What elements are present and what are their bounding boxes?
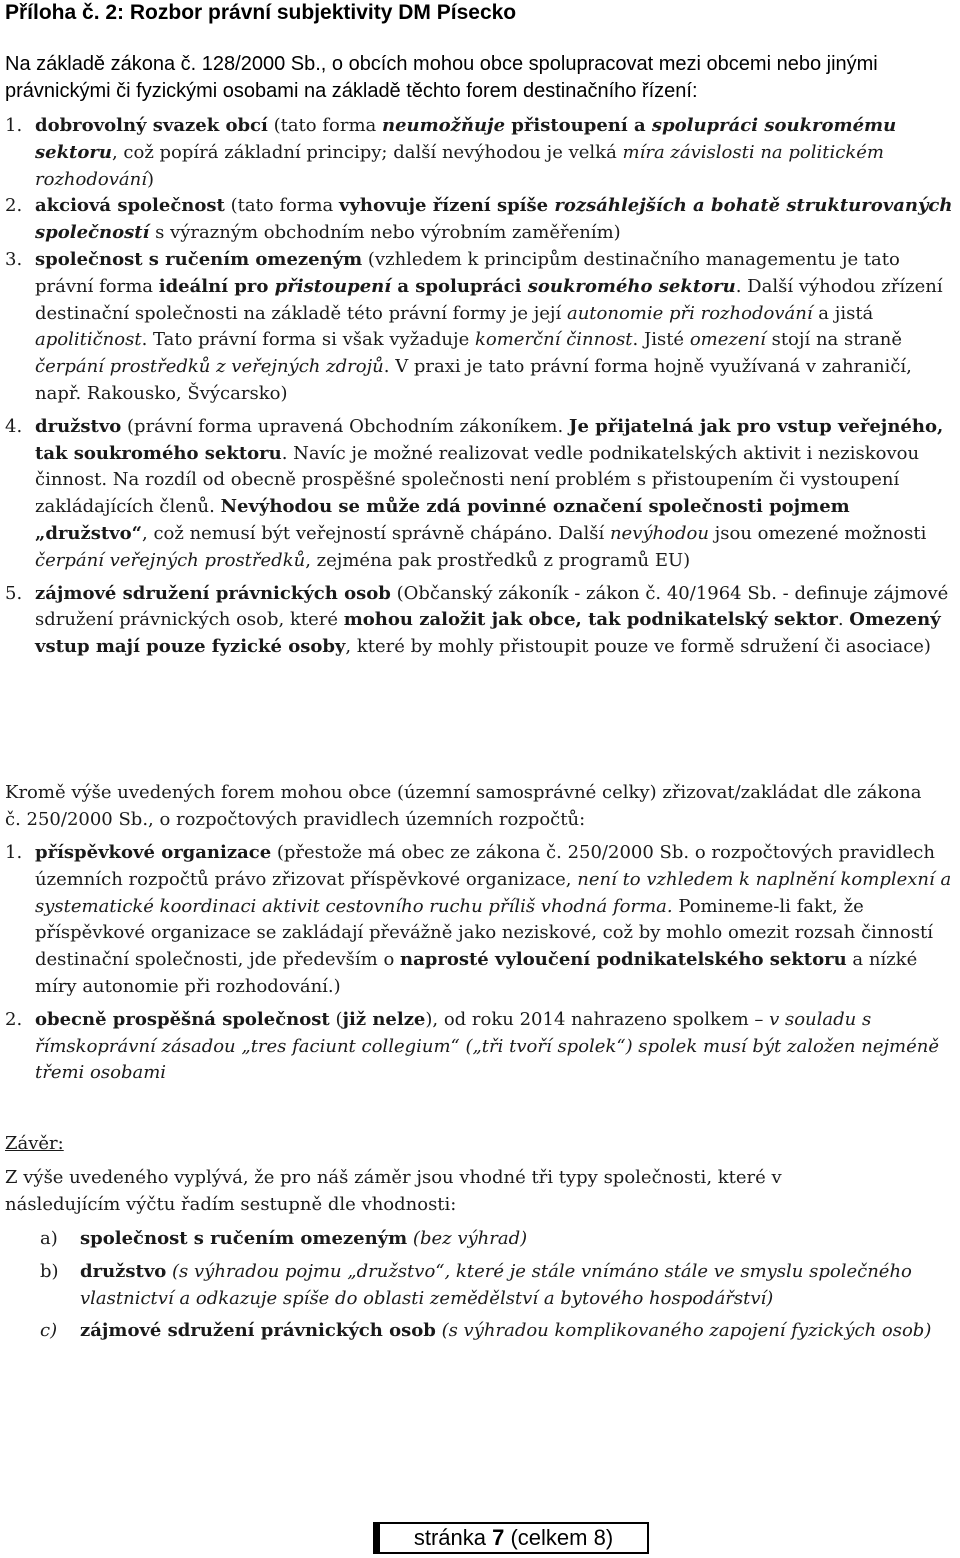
intro-paragraph: Na základě zákona č. 128/2000 Sb., o obcích mohou obce spolupracovat mezi obcemi nebo jinými právnickými či fyzickými osobami na základě těchto forem destinačního řízení: bbox=[5, 53, 878, 102]
ranking-item bbox=[0, 1259, 960, 1313]
form-item bbox=[0, 414, 960, 575]
footer-page-number: 7 bbox=[492, 1525, 505, 1550]
ranking-item-text: společnost s ručením omezeným (bez výhrad) bbox=[80, 1228, 528, 1249]
other-form-item-text: příspěvkové organizace (přestože má obec ze zákona č. 250/2000 Sb. o rozpočtových pravidlech územních rozpočtů právo zřizovat příspěvkové organizace, není to vzhledem k naplnění komplexní a systematické koordinaci aktivit cestovního ruchu příliš vhodná forma. Pomineme-li fakt, že příspěvkové organizace se zakládají převážně jako neziskové, což by mohlo omezit rozsah činností destinační společnosti, jde především o naprosté vyloučení podnikatelského sektoru a nízké míry autonomie při rozhodování.) bbox=[35, 842, 952, 997]
page-heading: Příloha č. 2: Rozbor právní subjektivity DM Písecko bbox=[5, 1, 517, 24]
ranking-item-number: b) bbox=[40, 1260, 59, 1282]
besides-paragraph-block bbox=[0, 780, 960, 834]
form-item-text: zájmové sdružení právnických osob (Občanský zákoník - zákon č. 40/1964 Sb. - definuje zájmové sdružení právnických osob, které mohou založit jak obce, tak podnikatelský sektor. Omezený vstup mají pouze fyzické osoby, které by mohly přistoupit pouze ve formě sdružení či asociace) bbox=[35, 582, 949, 658]
ranking-list bbox=[0, 1226, 960, 1345]
ranking-item-number: c) bbox=[40, 1320, 58, 1342]
ranking-item bbox=[0, 1318, 960, 1345]
other-form-item-number: 1. bbox=[5, 842, 23, 863]
form-item-text: dobrovolný svazek obcí (tato forma neumožňuje přistoupení a spolupráci soukromému sektoru, což popírá základní principy; další nevýhodou je velká míra závislosti na politickém rozhodování) bbox=[35, 115, 897, 190]
form-item-text: společnost s ručením omezeným (vzhledem k principům destinačního managementu je tato právní forma ideální pro přistoupení a spolupráci soukromého sektoru. Další výhodou zřízení destinační společnosti na základě této právní formy je její autonomie při rozhodování a jistá apolitičnost. Tato právní forma si však vyžaduje komerční činnost. Jisté omezení stojí na straně čerpání prostředků z veřejných zdrojů. V praxi je tato právní forma hojně využívaná v zahraničí, např. Rakousko, Švýcarsko) bbox=[35, 248, 943, 404]
form-item-number: 5. bbox=[5, 582, 23, 604]
conclusion-text: Z výše uvedeného vyplývá, že pro náš záměr jsou vhodné tři typy společnosti, které v následujícím výčtu řadím sestupně dle vhodnosti: bbox=[5, 1166, 782, 1215]
other-form-item-number: 2. bbox=[5, 1008, 23, 1030]
form-item bbox=[0, 581, 960, 661]
ranking-item bbox=[0, 1226, 960, 1253]
form-item-number: 4. bbox=[5, 415, 23, 437]
forms-list bbox=[0, 113, 960, 661]
footer-prefix: stránka bbox=[413, 1525, 493, 1550]
form-item-text: družstvo (právní forma upravená Obchodním zákoníkem. Je přijatelná jak pro vstup veřejného, tak soukromého sektoru. Navíc je možné realizovat vedle podnikatelských aktivit i neziskovou činnost. Na rozdíl od obecně prospěšné společnosti není problém s přistoupením či vystoupení zakládajících členů. Nevýhodou se může zdá povinné označení společnosti pojmem „družstvo“, což nemusí být veřejností správně chápáno. Další nevýhodou jsou omezené možnosti čerpání veřejných prostředků, zejména pak prostředků z programů EU) bbox=[35, 415, 944, 571]
ranking-item-number: a) bbox=[40, 1228, 58, 1249]
besides-paragraph: Kromě výše uvedených forem mohou obce (územní samosprávné celky) zřizovat/zakládat dle zákona č. 250/2000 Sb., o rozpočtových pravidlech územních rozpočtů: bbox=[5, 782, 922, 830]
form-item-number: 1. bbox=[5, 115, 23, 136]
form-item bbox=[0, 247, 960, 408]
ranking-item-text: zájmové sdružení právnických osob (s výhradou komplikovaného zapojení fyzických osob) bbox=[80, 1320, 932, 1342]
other-forms-list bbox=[0, 840, 960, 1087]
form-item-number: 3. bbox=[5, 248, 23, 270]
ranking-item-text: družstvo (s výhradou pojmu „družstvo“, které je stále vnímáno stále ve smyslu společného vlastnictví a odkazuje spíše do oblasti zemědělství a bytového hospodářství) bbox=[80, 1260, 912, 1309]
footer-suffix: (celkem 8) bbox=[504, 1525, 614, 1550]
form-item-number: 2. bbox=[5, 195, 23, 217]
other-form-item bbox=[0, 1007, 960, 1087]
form-item-text: akciová společnost (tato forma vyhovuje řízení spíše rozsáhlejších a bohatě strukturovaných společností s výrazným obchodním nebo výrobním zaměřením) bbox=[35, 195, 953, 244]
other-form-item-text: obecně prospěšná společnost (již nelze), od roku 2014 nahrazeno spolkem – v souladu s římskoprávní zásadou „tres faciunt collegium“ („tři tvoří spolek“) spolek musí být založen nejméně třemi osobami bbox=[35, 1008, 940, 1084]
conclusion-block bbox=[0, 1131, 960, 1218]
page-footer bbox=[373, 1522, 649, 1554]
form-item bbox=[0, 113, 960, 193]
form-item bbox=[0, 193, 960, 247]
conclusion-label: Závěr: bbox=[5, 1133, 64, 1154]
other-form-item bbox=[0, 840, 960, 1001]
